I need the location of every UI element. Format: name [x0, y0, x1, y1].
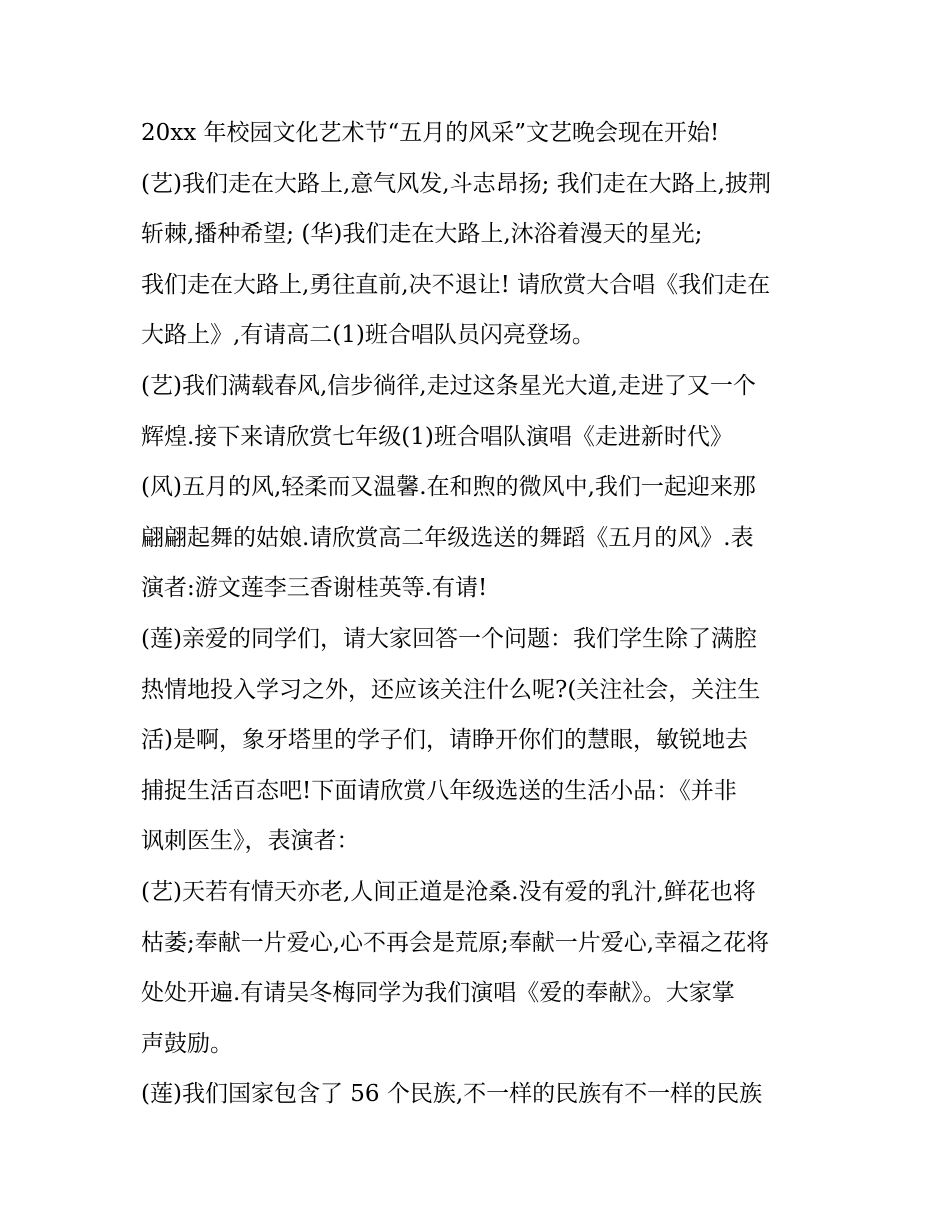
text-line: 斩棘,播种希望; (华)我们走在大路上,沐浴着漫天的星光;	[141, 221, 703, 248]
text-line: (艺)我们满载春风,信步徜徉,走过这条星光大道,走进了又一个	[141, 372, 756, 399]
text-line: 热情地投入学习之外，还应该关注什么呢?(关注社会，关注生	[141, 676, 761, 703]
text-line: 讽刺医生》，表演者：	[141, 828, 360, 855]
text-line: 大路上》,有请高二(1)班合唱队员闪亮登场。	[141, 322, 595, 349]
text-line: 20xx 年校园文化艺术节“五月的风采”文艺晚会现在开始!	[141, 120, 720, 146]
text-line: 辉煌.接下来请欣赏七年级(1)班合唱队演唱《走进新时代》	[141, 423, 733, 450]
text-line: (莲)亲爱的同学们，请大家回答一个问题：我们学生除了满腔	[141, 625, 757, 652]
text-line: (风)五月的风,轻柔而又温馨.在和煦的微风中,我们一起迎来那	[141, 474, 756, 501]
text-line: 声鼓励。	[141, 1030, 233, 1057]
text-line: 处处开遍.有请吴冬梅同学为我们演唱《爱的奉献》。大家掌	[141, 980, 735, 1007]
text-line: 枯萎;奉献一片爱心,心不再会是荒原;奉献一片爱心,幸福之花将	[141, 929, 770, 956]
text-line: (艺)天若有情天亦老,人间正道是沧桑.没有爱的乳汁,鲜花也将	[141, 878, 756, 905]
document-body	[141, 108, 831, 1120]
text-line: (莲)我们国家包含了 56 个民族,不一样的民族有不一样的民族	[141, 1081, 763, 1108]
text-line: 演者:游文莲李三香谢桂英等.有请!	[141, 575, 488, 602]
text-line: 我们走在大路上,勇往直前,决不退让! 请欣赏大合唱《我们走在	[141, 271, 771, 298]
text-line: 翩翩起舞的姑娘.请欣赏高二年级选送的舞蹈《五月的风》.表	[141, 524, 754, 551]
text-line: (艺)我们走在大路上,意气风发,斗志昂扬; 我们走在大路上,披荆	[141, 170, 771, 197]
text-line: 活)是啊，象牙塔里的学子们，请睁开你们的慧眼，敏锐地去	[141, 727, 748, 754]
text-line: 捕捉生活百态吧!下面请欣赏八年级选送的生活小品：《并非	[141, 777, 737, 804]
